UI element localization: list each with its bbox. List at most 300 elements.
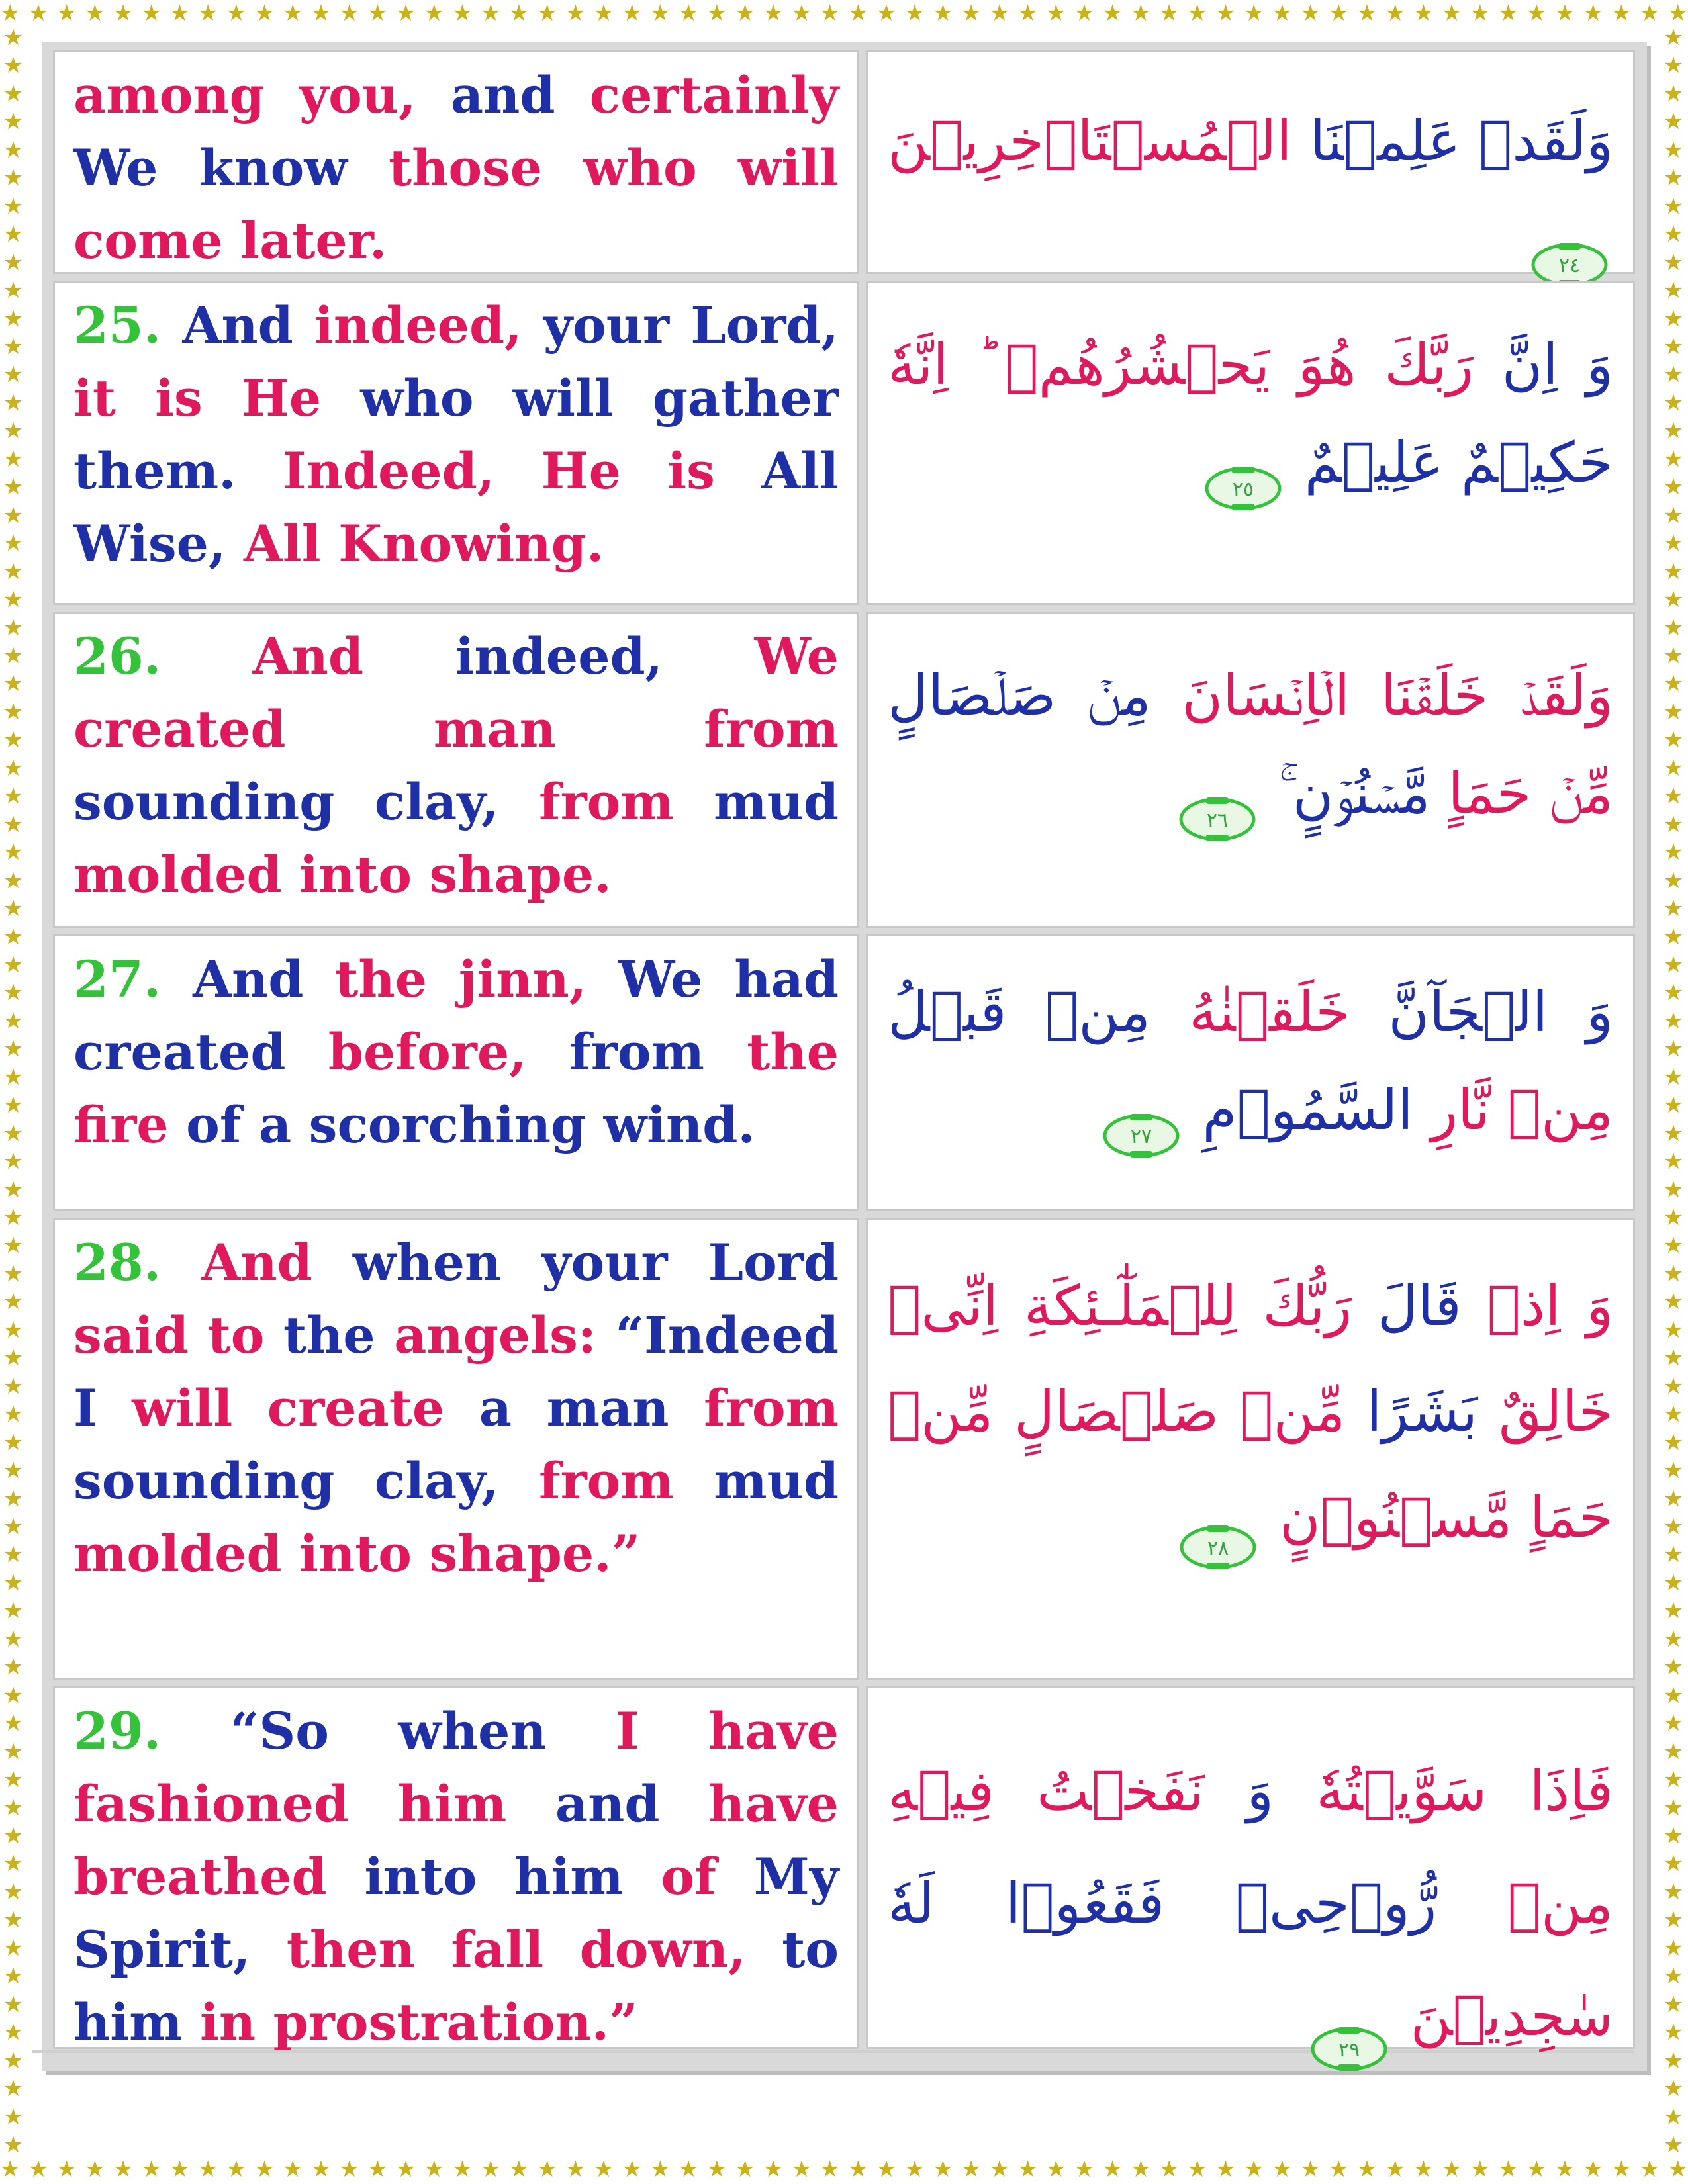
star-ornament-icon: ★ [3,783,24,810]
star-ornament-icon: ★ [1663,249,1684,276]
star-ornament-icon: ★ [1102,0,1123,26]
star-ornament-icon: ★ [3,1429,24,1456]
english-cell [53,281,859,605]
star-ornament-icon: ★ [593,2156,614,2183]
verse-number: 26. [73,627,162,686]
ar-phrase: مَّسۡنُوۡنٍ ۚ [1278,761,1430,826]
ayah-number: ٢٧ [1130,1125,1152,1149]
star-ornament-icon: ★ [1663,1963,1684,1990]
en-phrase: and [450,66,555,124]
star-ornament-icon: ★ [3,1176,24,1203]
en-phrase: the jinn, [335,950,587,1009]
star-ornament-icon: ★ [706,0,727,26]
star-ornament-icon: ★ [961,2156,982,2183]
ayah-number: ٢٩ [1338,2038,1360,2062]
star-ornament-icon: ★ [1470,0,1491,26]
star-ornament-icon: ★ [735,0,755,26]
ar-phrase: الۡمُسۡتَاۡخِرِيۡنَ [888,109,1292,173]
star-ornament-icon: ★ [1663,2131,1684,2158]
star-ornament-icon: ★ [3,1401,24,1428]
star-ornament-icon: ★ [28,0,49,26]
en-phrase: All Wise, [73,441,839,573]
star-ornament-icon: ★ [56,0,77,26]
ayah-number: ٢٥ [1232,478,1254,502]
star-ornament-icon: ★ [1663,1682,1684,1709]
star-ornament-icon: ★ [1663,1316,1684,1343]
ar-phrase: مِنۡ قَبۡلُ [888,979,1151,1044]
en-phrase: the [283,1306,375,1365]
star-ornament-icon: ★ [1663,1569,1684,1596]
en-phrase: I have fashioned [73,1702,839,1833]
star-ornament-icon: ★ [1639,2156,1660,2183]
en-phrase: have breathed [73,1774,839,1906]
star-border-bottom [0,2156,1688,2183]
star-ornament-icon: ★ [254,0,275,26]
star-ornament-icon: ★ [1663,1625,1684,1653]
star-ornament-icon: ★ [283,0,303,26]
star-ornament-icon: ★ [1663,1738,1684,1765]
ar-phrase: مِنۡ نَّارِ [1430,1077,1613,1142]
star-ornament-icon: ★ [3,1232,24,1259]
star-ornament-icon: ★ [1663,839,1684,866]
star-ornament-icon: ★ [1663,530,1684,557]
star-ornament-icon: ★ [3,1598,24,1625]
ayah-number-marker [1102,1091,1181,1149]
star-ornament-icon: ★ [3,642,24,669]
star-ornament-icon: ★ [3,1738,24,1765]
star-ornament-icon: ★ [1663,165,1684,192]
star-ornament-icon: ★ [1243,0,1264,26]
star-ornament-icon: ★ [3,193,24,220]
star-ornament-icon: ★ [1131,2156,1151,2183]
star-ornament-icon: ★ [480,2156,501,2183]
en-phrase: the fire [73,1023,839,1154]
en-phrase: molded into shape.” [73,1524,641,1583]
star-ornament-icon: ★ [1663,951,1684,978]
star-ornament-icon: ★ [1663,109,1684,136]
star-ornament-icon: ★ [1663,558,1684,585]
star-ornament-icon: ★ [3,2103,24,2130]
star-ornament-icon: ★ [3,614,24,641]
star-ornament-icon: ★ [283,2156,303,2183]
star-ornament-icon: ★ [1158,2156,1180,2183]
star-ornament-icon: ★ [1663,136,1684,163]
en-phrase: And [182,296,293,355]
verse-row-26 [53,612,1635,928]
star-ornament-icon: ★ [3,1205,24,1232]
star-ornament-icon: ★ [395,0,416,26]
star-ornament-icon: ★ [3,1120,24,1147]
star-ornament-icon: ★ [3,1007,24,1034]
star-ornament-icon: ★ [1663,1514,1684,1541]
star-ornament-icon: ★ [3,1850,24,1878]
star-ornament-icon: ★ [226,2156,247,2183]
verse-row-28 [53,1218,1635,1680]
ar-phrase: وَ الۡجَآنَّ [1388,979,1613,1044]
star-ornament-icon: ★ [1385,2156,1405,2183]
ayah-number: ٢٤ [1558,254,1581,278]
star-ornament-icon: ★ [3,1569,24,1596]
star-ornament-icon: ★ [1526,2156,1547,2183]
en-phrase: before, [328,1023,527,1081]
ar-phrase: خَلَقۡنٰهُ [1189,979,1350,1044]
star-ornament-icon: ★ [3,1541,24,1569]
verse-number: 25. [73,296,162,355]
star-ornament-icon: ★ [1663,1205,1684,1232]
english-cell [53,934,859,1211]
star-ornament-icon: ★ [28,2156,49,2183]
star-ornament-icon: ★ [3,1794,24,1821]
star-ornament-icon: ★ [3,1485,24,1512]
ayah-number: ٢٨ [1207,1537,1229,1561]
star-border-top [0,0,1688,26]
star-ornament-icon: ★ [1663,1260,1684,1287]
en-phrase: clay, [374,772,499,831]
star-ornament-icon: ★ [113,0,134,26]
star-ornament-icon: ★ [3,1766,24,1794]
star-ornament-icon: ★ [1356,2156,1378,2183]
star-ornament-icon: ★ [3,1991,24,2018]
star-ornament-icon: ★ [537,0,557,26]
star-ornament-icon: ★ [3,418,24,445]
star-ornament-icon: ★ [367,2156,388,2183]
star-ornament-icon: ★ [1441,0,1462,26]
star-ornament-icon: ★ [1272,0,1293,26]
star-ornament-icon: ★ [1385,0,1405,26]
ar-phrase: حَكِيۡمٌ عَلِيۡمٌ [1304,430,1613,495]
star-ornament-icon: ★ [1046,2156,1066,2183]
star-ornament-icon: ★ [1017,0,1038,26]
star-ornament-icon: ★ [1131,0,1151,26]
ar-phrase: مِنۡ صَلۡصَالٍ [888,663,1151,728]
star-ornament-icon: ★ [1639,0,1660,26]
english-translation [73,943,839,1161]
star-ornament-icon: ★ [3,474,24,501]
star-ornament-icon: ★ [1215,0,1236,26]
star-ornament-icon: ★ [1441,2156,1462,2183]
star-ornament-icon: ★ [310,0,332,26]
star-ornament-icon: ★ [848,0,868,26]
star-ornament-icon: ★ [678,0,699,26]
star-ornament-icon: ★ [1663,305,1684,332]
star-ornament-icon: ★ [113,2156,134,2183]
star-ornament-icon: ★ [3,445,24,473]
star-ornament-icon: ★ [1663,642,1684,669]
star-ornament-icon: ★ [1413,0,1434,26]
en-phrase: who will gather them. [73,369,839,500]
en-phrase: mud [714,1451,839,1510]
star-ornament-icon: ★ [1663,1907,1684,1934]
en-phrase: We know [73,138,348,197]
star-ornament-icon: ★ [1663,24,1684,51]
star-ornament-icon: ★ [3,867,24,894]
arabic-cell [866,281,1635,605]
star-ornament-icon: ★ [3,305,24,332]
star-ornament-icon: ★ [1663,1345,1684,1372]
star-ornament-icon: ★ [1300,0,1321,26]
star-ornament-icon: ★ [1663,277,1684,304]
star-ornament-icon: ★ [763,0,784,26]
star-ornament-icon: ★ [3,502,24,529]
en-phrase: Indeed, He is [283,441,715,500]
star-ornament-icon: ★ [3,923,24,950]
english-cell [53,50,859,274]
star-ornament-icon: ★ [1667,2156,1688,2183]
star-ornament-icon: ★ [141,2156,162,2183]
en-phrase: sounding [73,772,335,831]
star-ornament-icon: ★ [3,52,24,79]
star-ornament-icon: ★ [1663,614,1684,641]
en-phrase: from [704,1379,839,1437]
en-phrase: it is He [73,369,322,428]
star-ornament-icon: ★ [1663,1823,1684,1849]
star-ornament-icon: ★ [3,1316,24,1343]
star-ornament-icon: ★ [3,1823,24,1849]
star-ornament-icon: ★ [1413,2156,1434,2183]
star-ornament-icon: ★ [650,0,671,26]
en-phrase: into him [364,1847,624,1906]
en-phrase: come later. [73,211,387,270]
star-ornament-icon: ★ [1663,1373,1684,1400]
ar-phrase: رُّوۡحِىۡ فَقَعُوۡا [1005,1871,1437,1936]
star-ornament-icon: ★ [3,1934,24,1962]
star-ornament-icon: ★ [3,1064,24,1091]
ar-phrase: رَبَّكَ هُوَ يَحۡشُرُهُمۡ ؕ [976,332,1474,397]
english-translation [73,1226,839,1590]
arabic-cell [866,934,1635,1211]
ayah-number-marker [1203,443,1283,502]
star-ornament-icon: ★ [565,0,586,26]
ar-phrase: قَالَ [1377,1273,1462,1338]
star-ornament-icon: ★ [537,2156,557,2183]
ar-phrase: السَّمُوۡمِ [1202,1077,1413,1142]
en-phrase: when [398,1702,547,1760]
star-ornament-icon: ★ [1663,1710,1684,1737]
en-phrase: when your Lord [352,1233,839,1292]
ar-phrase: مِّنۡ حَمَاٍ [1448,761,1613,826]
arabic-cell [866,1218,1635,1680]
star-ornament-icon: ★ [1663,923,1684,950]
en-phrase: then fall down, [286,1920,746,1979]
star-ornament-icon: ★ [848,2156,868,2183]
star-ornament-icon: ★ [3,1092,24,1119]
star-ornament-icon: ★ [735,2156,755,2183]
star-ornament-icon: ★ [593,0,614,26]
star-ornament-icon: ★ [3,1878,24,1905]
star-ornament-icon: ★ [1663,1654,1684,1681]
star-ornament-icon: ★ [3,895,24,923]
ar-phrase: سٰجِدِيۡنَ [1410,1983,1613,2048]
star-ornament-icon: ★ [169,0,190,26]
star-ornament-icon: ★ [367,0,388,26]
ayah-number-marker [1178,774,1257,833]
star-ornament-icon: ★ [650,2156,671,2183]
star-ornament-icon: ★ [3,24,24,51]
en-phrase: your Lord, [543,296,839,355]
star-ornament-icon: ★ [1663,193,1684,220]
en-phrase: We had created [73,950,839,1081]
star-ornament-icon: ★ [1074,0,1095,26]
star-ornament-icon: ★ [1498,0,1519,26]
star-ornament-icon: ★ [876,0,897,26]
star-ornament-icon: ★ [904,0,925,26]
star-ornament-icon: ★ [1663,1401,1684,1428]
star-ornament-icon: ★ [3,558,24,585]
ar-phrase: لِلۡمَلٰٓـئِكَةِ اِنِّىۡ خَالِقٌ [888,1273,1614,1444]
star-ornament-icon: ★ [141,0,162,26]
star-ornament-icon: ★ [1187,0,1208,26]
en-phrase: those who will [388,138,839,197]
ar-phrase: مِّنۡ حَمَاٍ مَّسۡنُوۡنٍ [888,1379,1613,1550]
en-phrase: will create [132,1379,445,1437]
star-ornament-icon: ★ [1498,2156,1519,2183]
star-ornament-icon: ★ [1663,867,1684,894]
en-phrase: from [538,1451,674,1510]
ayah-number: ٢٦ [1206,809,1229,833]
star-ornament-icon: ★ [1663,1878,1684,1905]
english-translation [73,59,839,277]
ar-phrase: مِّنۡ صَلۡصَالٍ [1014,1379,1346,1444]
star-ornament-icon: ★ [1663,1289,1684,1316]
star-ornament-icon: ★ [339,0,359,26]
star-ornament-icon: ★ [1663,80,1684,107]
star-ornament-icon: ★ [1663,502,1684,529]
en-phrase: And [201,1233,312,1292]
star-ornament-icon: ★ [3,811,24,838]
en-phrase: of [661,1847,716,1906]
ar-phrase: وَلَقَدۡ عَلِمۡنَا [1309,109,1613,173]
en-phrase: All Knowing. [243,514,604,573]
star-ornament-icon: ★ [85,2156,105,2183]
star-ornament-icon: ★ [1663,1120,1684,1147]
star-ornament-icon: ★ [3,530,24,557]
ar-phrase: وَ اِذۡ [1487,1273,1614,1338]
star-ornament-icon: ★ [904,2156,925,2183]
star-ornament-icon: ★ [1663,389,1684,416]
star-ornament-icon: ★ [1663,1766,1684,1794]
en-phrase: And [193,950,304,1009]
star-ornament-icon: ★ [1470,2156,1491,2183]
english-translation [73,1695,839,2059]
ayah-number-marker [1530,220,1609,278]
star-ornament-icon: ★ [622,0,642,26]
star-ornament-icon: ★ [1663,1232,1684,1259]
star-ornament-icon: ★ [1663,1092,1684,1119]
english-cell [53,612,859,928]
verse-row-24 [53,50,1635,278]
star-ornament-icon: ★ [339,2156,359,2183]
star-ornament-icon: ★ [3,754,24,782]
star-ornament-icon: ★ [1583,2156,1603,2183]
star-ornament-icon: ★ [3,1289,24,1316]
en-phrase: in prostration.” [200,1993,638,2052]
star-ornament-icon: ★ [1663,670,1684,698]
en-phrase: My Spirit, [73,1847,839,1979]
star-ornament-icon: ★ [1215,2156,1236,2183]
star-ornament-icon: ★ [480,0,501,26]
verse-number: 27. [73,950,162,1009]
en-phrase: of a scorching wind. [186,1095,755,1154]
star-ornament-icon: ★ [3,1963,24,1990]
star-ornament-icon: ★ [3,1457,24,1484]
star-ornament-icon: ★ [3,2131,24,2158]
star-ornament-icon: ★ [820,2156,840,2183]
star-ornament-icon: ★ [791,0,812,26]
star-border-right [1660,26,1687,2156]
ar-phrase: بَشَرًا [1366,1379,1478,1444]
star-ornament-icon: ★ [1663,1991,1684,2018]
star-ornament-icon: ★ [3,727,24,754]
star-ornament-icon: ★ [763,2156,784,2183]
star-ornament-icon: ★ [3,2019,24,2046]
star-ornament-icon: ★ [424,0,445,26]
en-phrase: said to [73,1306,265,1365]
star-ornament-icon: ★ [989,2156,1010,2183]
star-ornament-icon: ★ [791,2156,812,2183]
star-ornament-icon: ★ [1663,1457,1684,1484]
star-ornament-icon: ★ [1663,2019,1684,2046]
star-ornament-icon: ★ [3,1514,24,1541]
star-ornament-icon: ★ [1663,474,1684,501]
star-ornament-icon: ★ [1667,0,1688,26]
en-phrase: him [397,1774,507,1833]
arabic-cell [866,1686,1635,2062]
en-phrase: And [252,627,364,686]
en-phrase: from [538,772,674,831]
star-ornament-icon: ★ [1663,586,1684,614]
star-ornament-icon: ★ [3,2075,24,2103]
star-ornament-icon: ★ [678,2156,699,2183]
star-ornament-icon: ★ [3,1907,24,1934]
star-ornament-icon: ★ [3,1625,24,1653]
star-ornament-icon: ★ [508,0,530,26]
star-ornament-icon: ★ [1611,2156,1632,2183]
star-ornament-icon: ★ [3,221,24,248]
arabic-verse [888,1688,1613,2072]
ar-phrase: وَ اِنَّ [1501,332,1613,397]
star-ornament-icon: ★ [1663,361,1684,388]
star-ornament-icon: ★ [310,2156,332,2183]
english-cell [53,1218,859,1680]
star-ornament-icon: ★ [3,951,24,978]
star-border-left [0,26,26,2156]
star-ornament-icon: ★ [1356,0,1378,26]
star-ornament-icon: ★ [56,2156,77,2183]
star-ornament-icon: ★ [1272,2156,1293,2183]
english-translation [73,620,839,911]
en-phrase: molded into shape. [73,845,612,904]
star-ornament-icon: ★ [85,0,105,26]
arabic-verse [888,283,1613,512]
star-ornament-icon: ★ [3,1682,24,1709]
star-ornament-icon: ★ [961,0,982,26]
star-ornament-icon: ★ [1663,1036,1684,1063]
star-ornament-icon: ★ [1046,0,1066,26]
en-phrase: among you, [73,66,416,124]
star-ornament-icon: ★ [820,0,840,26]
star-ornament-icon: ★ [1663,1794,1684,1821]
star-ornament-icon: ★ [1300,2156,1321,2183]
star-ornament-icon: ★ [3,1345,24,1372]
star-ornament-icon: ★ [1554,2156,1575,2183]
star-ornament-icon: ★ [0,2156,21,2183]
star-ornament-icon: ★ [3,80,24,107]
arabic-verse [888,614,1613,842]
star-ornament-icon: ★ [3,277,24,304]
ar-phrase: رَبُّكَ [1262,1273,1352,1338]
star-ornament-icon: ★ [706,2156,727,2183]
star-ornament-icon: ★ [1663,895,1684,923]
